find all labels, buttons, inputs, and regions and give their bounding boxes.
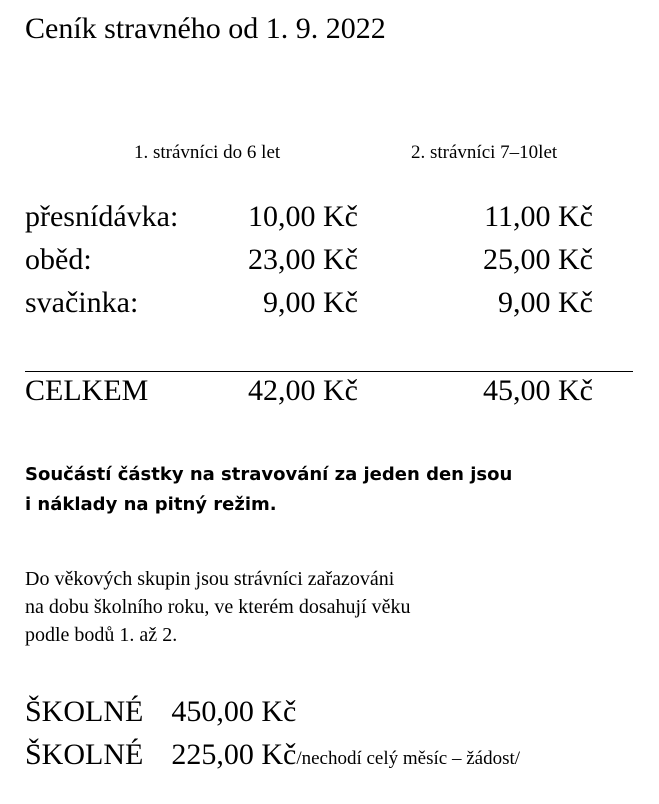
price-group-2-snack-morning: 11,00 Kč	[484, 200, 593, 233]
age-group-note-line-3: podle bodů 1. až 2.	[25, 624, 178, 646]
tuition-fee-label: ŠKOLNÉ	[25, 738, 144, 771]
column-header-age-group-1: 1. strávníci do 6 let	[134, 142, 281, 163]
row-label-snack-morning: přesnídávka:	[25, 200, 179, 233]
price-group-1-lunch: 23,00 Kč	[248, 243, 358, 276]
tuition-fee-amount: 450,00 Kč	[171, 695, 297, 728]
row-label-lunch: oběd:	[25, 243, 92, 276]
price-group-2-lunch: 25,00 Kč	[483, 243, 593, 276]
tuition-fee-reduced	[25, 738, 520, 772]
row-label-snack-afternoon: svačinka:	[25, 286, 139, 319]
drinking-regime-note-line-2: i náklady na pitný režim.	[25, 494, 277, 515]
tuition-fee-full	[25, 695, 296, 729]
age-group-note	[25, 565, 625, 649]
price-group-2-snack-afternoon: 9,00 Kč	[498, 286, 593, 319]
age-group-note-line-1: Do věkových skupin jsou strávníci zařazováni	[25, 568, 395, 590]
total-price-group-1: 42,00 Kč	[248, 374, 358, 407]
column-header-age-group-2: 2. strávníci 7–10let	[411, 142, 558, 163]
total-divider-line	[25, 371, 633, 372]
drinking-regime-note-line-1: Součástí částky na stravování za jeden den jsou	[25, 464, 513, 485]
age-group-note-line-2: na dobu školního roku, ve kterém dosahují věku	[25, 596, 411, 618]
price-group-1-snack-afternoon: 9,00 Kč	[263, 286, 358, 319]
total-label: CELKEM	[25, 374, 149, 407]
tuition-fee-note: /nechodí celý měsíc – žádost/	[296, 748, 521, 769]
tuition-fee-label: ŠKOLNÉ	[25, 695, 144, 728]
total-price-group-2: 45,00 Kč	[483, 374, 593, 407]
tuition-fee-amount: 225,00 Kč	[171, 738, 297, 771]
drinking-regime-note	[25, 460, 625, 520]
page-title: Ceník stravného od 1. 9. 2022	[25, 12, 386, 45]
price-group-1-snack-morning: 10,00 Kč	[248, 200, 358, 233]
